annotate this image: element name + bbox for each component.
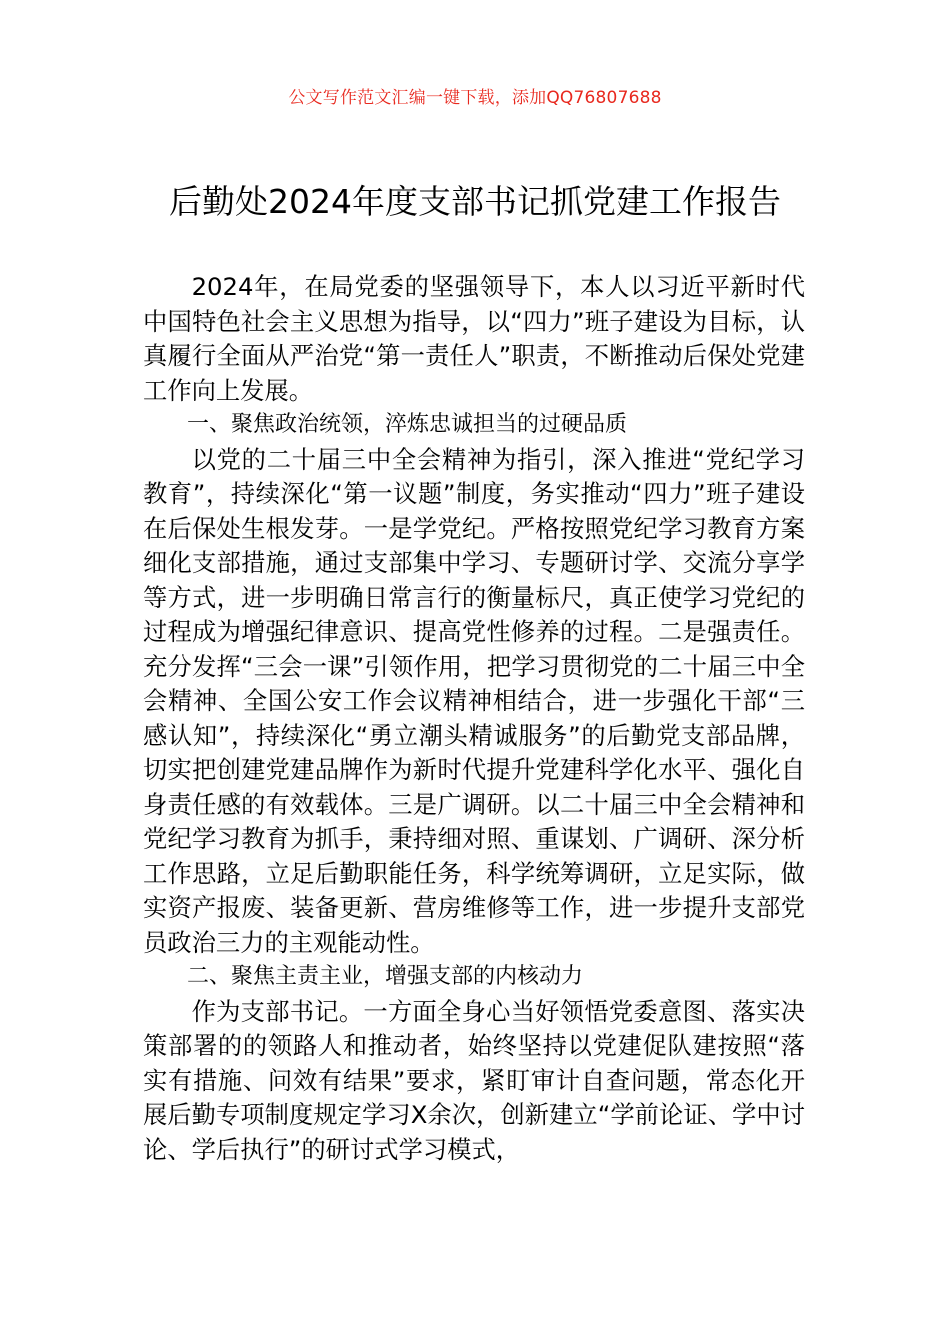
- section-1-paragraph: 以党的二十届三中全会精神为指引，深入推进“党纪学习教育”，持续深化“第一议题”制度，务实推动“四力”班子建设在后保处生根发芽。一是学党纪。严格按照党纪学习教育方案细化支部措施，通过支部集中学习、专题研讨学、交流分享学等方式，进一步明确日常言行的衡量标尺，真正使学习党纪的过程成为增强纪律意识、提高党性修养的过程。二是强责任。充分发挥“三会一课”引领作用，把学习贯彻党的二十届三中全会精神、全国公安工作会议精神相结合，进一步强化干部“三感认知”，持续深化“勇立潮头精诚服务”的后勤党支部品牌，切实把创建党建品牌作为新时代提升党建科学化水平、强化自身责任感的有效载体。三是广调研。以二十届三中全会精神和党纪学习教育为抓手，秉持细对照、重谋划、广调研、深分析工作思路，立足后勤职能任务，科学统筹调研，立足实际，做实资产报废、装备更新、营房维修等工作，进一步提升支部党员政治三力的主观能动性。: [143, 444, 805, 957]
- section-2-heading: 二、聚焦主责主业，增强支部的内核动力: [187, 964, 584, 989]
- section-2-paragraph: 作为支部书记。一方面全身心当好领悟党委意图、落实决策部署的的领路人和推动者，始终坚持以党建促队建按照“落实有措施、问效有结果”要求，紧盯审计自查问题，常态化开展后勤专项制度规定学习X余次，创新建立“学前论证、学中讨论、学后执行”的研讨式学习模式，: [143, 996, 805, 1164]
- ad-banner-text[interactable]: 公文写作范文汇编一键下载，添加QQ76807688: [288, 88, 662, 108]
- document-title: 后勤处2024年度支部书记抓党建工作报告: [169, 182, 781, 221]
- section-1-heading: 一、聚焦政治统领，淬炼忠诚担当的过硬品质: [187, 412, 628, 437]
- document-body: [143, 270, 805, 1167]
- intro-paragraph: 2024年，在局党委的坚强领导下，本人以习近平新时代中国特色社会主义思想为指导，以“四力”班子建设为目标，认真履行全面从严治党“第一责任人”职责，不断推动后保处党建工作向上发展。: [143, 272, 805, 405]
